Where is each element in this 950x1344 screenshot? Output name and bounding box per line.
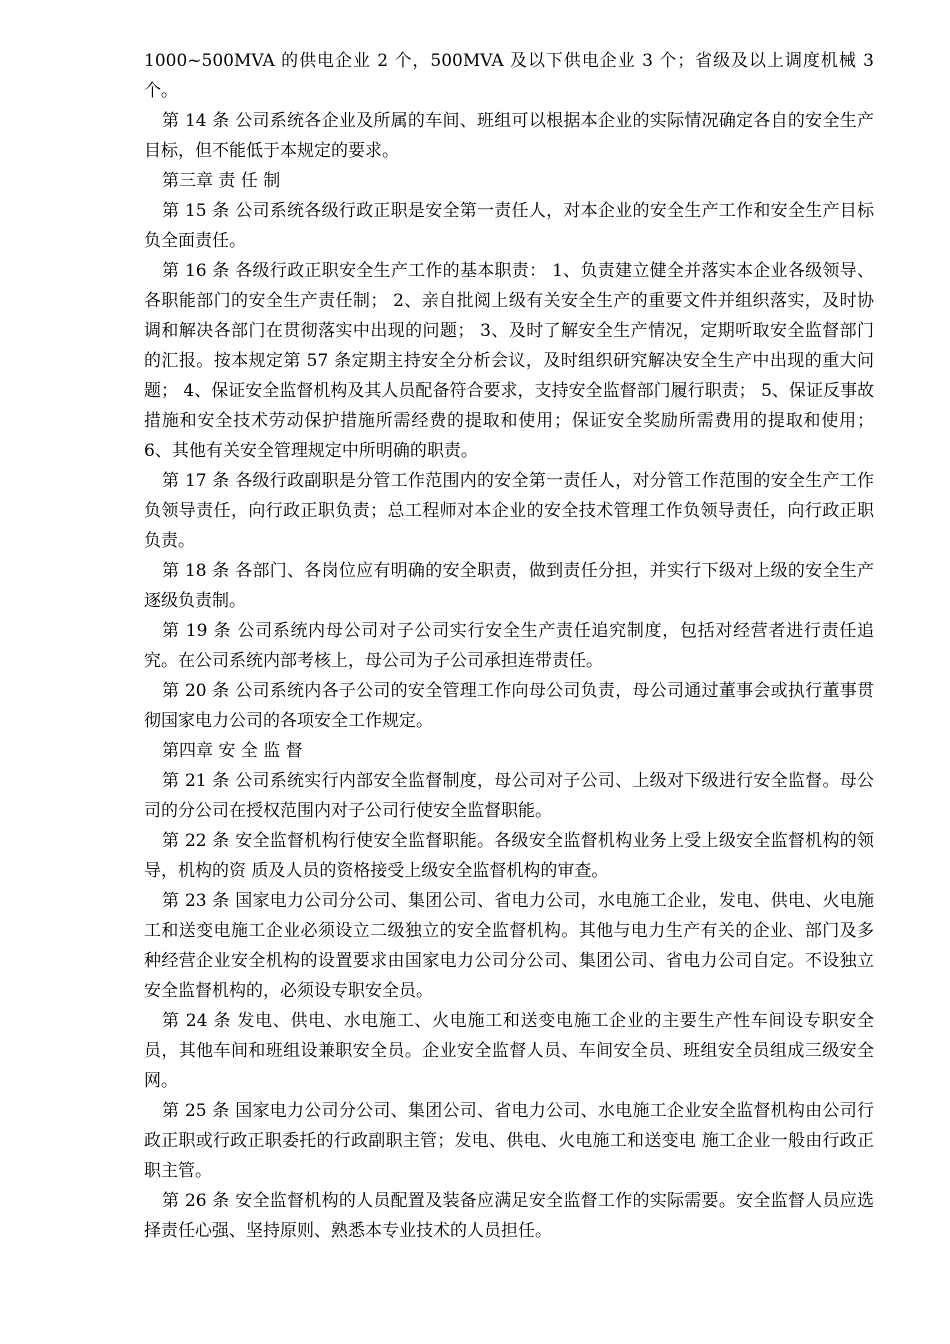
article-14: 第 14 条 公司系统各企业及所属的车间、班组可以根据本企业的实际情况确定各自的安全生产目标，但不能低于本规定的要求。 <box>144 111 874 161</box>
chapter-3-heading: 第三章 责 任 制 <box>162 171 281 191</box>
article-19: 第 19 条 公司系统内母公司对子公司实行安全生产责任追究制度，包括对经营者进行责任追究。在公司系统内部考核上，母公司为子公司承担连带责任。 <box>144 621 874 671</box>
article-25: 第 25 条 国家电力公司分公司、集团公司、省电力公司、水电施工企业安全监督机构由公司行政正职或行政正职委托的行政副职主管；发电、供电、火电施工和送变电 施工企业一般由行政正职主管。 <box>144 1101 874 1181</box>
article-15: 第 15 条 公司系统各级行政正职是安全第一责任人，对本企业的安全生产工作和安全生产目标负全面责任。 <box>144 201 874 251</box>
article-24: 第 24 条 发电、供电、水电施工、火电施工和送变电施工企业的主要生产性车间设专职安全员，其他车间和班组设兼职安全员。企业安全监督人员、车间安全员、班组安全员组成三级安全网。 <box>144 1011 874 1091</box>
document-page <box>144 46 874 1246</box>
article-22: 第 22 条 安全监督机构行使安全监督职能。各级安全监督机构业务上受上级安全监督机构的领导，机构的资 质及人员的资格接受上级安全监督机构的审查。 <box>144 831 874 881</box>
article-16: 第 16 条 各级行政正职安全生产工作的基本职责： 1、负责建立健全并落实本企业各级领导、各职能部门的安全生产责任制； 2、亲自批阅上级有关安全生产的重要文件并组织落实，及时协调和解决各部门在贯彻落实中出现的问题； 3、及时了解安全生产情况，定期听取安全监督部门的汇报。按本规定第 57 条定期主持安全分析会议，及时组织研究解决安全生产中出现的重大问题； 4、保证安全监督机构及其人员配备符合要求，支持安全监督部门履行职责； 5、保证反事故措施和安全技术劳动保护措施所需经费的提取和使用；保证安全奖励所需费用的提取和使用； 6、其他有关安全管理规定中所明确的职责。 <box>144 261 874 461</box>
article-18: 第 18 条 各部门、各岗位应有明确的安全职责，做到责任分担，并实行下级对上级的安全生产逐级负责制。 <box>144 561 874 611</box>
article-17: 第 17 条 各级行政副职是分管工作范围内的安全第一责任人，对分管工作范围的安全生产工作负领导责任，向行政正职负责；总工程师对本企业的安全技术管理工作负领导责任，向行政正职负责。 <box>144 471 874 551</box>
article-21: 第 21 条 公司系统实行内部安全监督制度，母公司对子公司、上级对下级进行安全监督。母公司的分公司在授权范围内对子公司行使安全监督职能。 <box>144 771 874 821</box>
article-23: 第 23 条 国家电力公司分公司、集团公司、省电力公司，水电施工企业，发电、供电、火电施工和送变电施工企业必须设立二级独立的安全监督机构。其他与电力生产有关的企业、部门及多种经营企业安全机构的设置要求由国家电力公司分公司、集团公司、省电力公司自定。不设独立安全监督机构的，必须设专职安全员。 <box>144 891 874 1001</box>
paragraph-continuation: 1000~500MVA 的供电企业 2 个，500MVA 及以下供电企业 3 个；省级及以上调度机械 3 个。 <box>144 51 874 101</box>
article-26: 第 26 条 安全监督机构的人员配置及装备应满足安全监督工作的实际需要。安全监督人员应选择责任心强、坚持原则、熟悉本专业技术的人员担任。 <box>144 1191 874 1241</box>
chapter-4-heading: 第四章 安 全 监 督 <box>162 741 303 761</box>
article-20: 第 20 条 公司系统内各子公司的安全管理工作向母公司负责，母公司通过董事会或执行董事贯彻国家电力公司的各项安全工作规定。 <box>144 681 874 731</box>
